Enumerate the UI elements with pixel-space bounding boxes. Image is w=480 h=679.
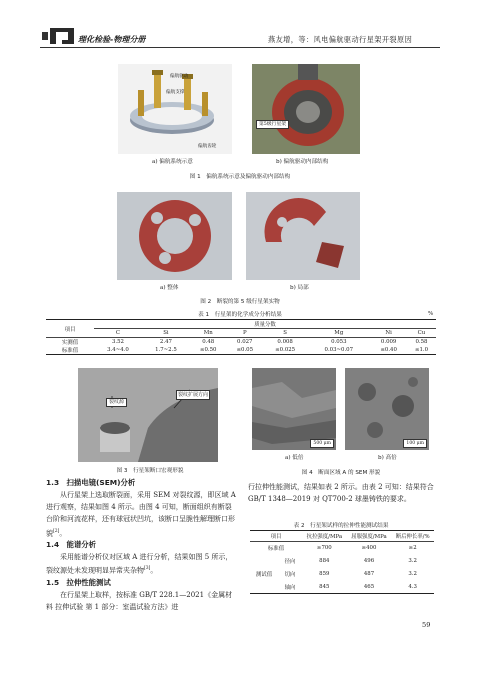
table-cell: 487 <box>363 571 375 577</box>
table1-col-header: Si <box>142 329 190 338</box>
table-cell: 2.47 <box>159 339 172 345</box>
table1-col-header: Mg <box>307 329 370 338</box>
table-cell: 0.009 <box>380 339 397 345</box>
fig1-caption: 图 1 偏航系统示意及偏航驱动内部结构 <box>189 174 291 180</box>
table-cell: 496 <box>363 558 375 564</box>
table2-caption: 表 2 行星架试样的拉伸性能测试结果 <box>293 523 389 529</box>
table-cell: 0.48 <box>202 339 215 345</box>
fig2b-caption: b) 局部 <box>290 285 309 291</box>
fig1a-caption: a) 偏航系统示意 <box>152 159 193 165</box>
right-column <box>248 481 434 505</box>
left-column <box>46 477 238 613</box>
table1-col-header: P <box>226 329 263 338</box>
table-row <box>250 542 434 555</box>
section-heading-1-5: 1.5 拉伸性能测试 <box>46 577 111 587</box>
table-cell: ≤0.05 <box>236 347 254 353</box>
fig1b-label-planet-carrier: 第5级行星架 <box>256 120 289 129</box>
journal-logo <box>40 26 170 46</box>
fig3-label-crack-propagation: 裂纹扩展方向 <box>178 392 209 398</box>
table2-col-header: 抗拉强度/MPa <box>302 531 347 542</box>
paragraph-end: 。 <box>150 566 158 575</box>
table-row <box>250 555 434 568</box>
table-cell: 0.053 <box>331 339 347 345</box>
table-cell: ≤0.025 <box>275 347 296 353</box>
table-cell: 845 <box>319 583 330 590</box>
table2-col-header: 屈服强度/MPa <box>347 531 392 542</box>
paragraph-end: 。 <box>59 528 67 537</box>
table-cell: ≤1.0 <box>414 347 429 353</box>
fig2a-caption: a) 整体 <box>160 285 179 291</box>
running-title: 燕友增，等：风电偏航驱动行星架开裂原因 <box>268 35 413 44</box>
table-row <box>250 581 434 594</box>
fig2a-whole-image <box>117 192 232 280</box>
table-row <box>250 568 434 581</box>
fig4b-caption: b) 高倍 <box>378 455 397 461</box>
table2-col-header: 项目 <box>250 531 302 542</box>
fig4b-scale-bar: 100 μm <box>403 439 427 448</box>
table-cell: 3.4~4.0 <box>107 347 129 353</box>
table1-row-header: 项目 <box>46 320 94 338</box>
table-row <box>46 338 436 347</box>
table-cell: 465 <box>363 583 375 590</box>
fig1a-label-yaw-support: 偏航支撑 <box>166 90 185 95</box>
paragraph-eds <box>46 551 238 577</box>
table1-col-header: Ni <box>370 329 407 338</box>
table-row <box>46 346 436 355</box>
paragraph-tensile: 在行星架上取样，按标准 GB/T 228.1—2021《金属材料 拉伸试验 第 1 部分：室温试验方法》进 <box>46 590 233 612</box>
table-cell: 0.58 <box>415 339 428 345</box>
table1-row-label: 标准值 <box>61 348 79 354</box>
table1-col-header: C <box>94 329 142 338</box>
fig4a-caption: a) 低倍 <box>285 455 304 461</box>
fig1b-internal-structure-image <box>252 64 360 154</box>
paragraph-sem <box>46 489 238 539</box>
table-cell: 3.52 <box>111 339 124 345</box>
fig4-caption: 图 4 断面区域 A 的 SEM 形貌 <box>301 470 381 476</box>
table-cell: ≥700 <box>316 545 332 552</box>
paragraph-tensile-continued: 行拉伸性能测试，结果如表 2 所示。由表 2 可知：结果符合 GB/T 1348—2019 对 QT700-2 球墨铸铁的要求。 <box>248 483 434 504</box>
citation-ref: [3] <box>144 566 151 572</box>
table-cell: ≥2 <box>408 545 417 552</box>
table1-col-header: S <box>263 329 307 338</box>
table-cell: 0.027 <box>237 339 253 345</box>
fig1b-caption: b) 偏航驱动内部结构 <box>276 159 329 165</box>
table2-col-header: 断后伸长率/% <box>391 531 434 542</box>
table2 <box>250 530 434 594</box>
table-cell: 859 <box>319 571 330 577</box>
table-cell: 0.008 <box>277 339 293 345</box>
table2-row-label: 标准值 <box>267 546 285 553</box>
page-number: 59 <box>422 621 431 629</box>
table1 <box>46 319 436 355</box>
section-heading-1-3: 1.3 扫描电镜(SEM)分析 <box>46 478 136 487</box>
table-cell: 0.03~0.07 <box>324 347 354 353</box>
table-cell: 3.2 <box>408 571 417 577</box>
fig3-label-crack-source: 裂纹源 <box>106 398 127 407</box>
fig2-caption: 图 2 断裂的第 5 级行星架实物 <box>200 299 280 305</box>
table2-row-label: 轴向 <box>284 584 296 591</box>
table1-col-header: Mn <box>190 329 227 338</box>
table-cell: ≥400 <box>361 545 377 552</box>
table1-unit: % <box>428 311 434 317</box>
table-cell: 884 <box>319 558 330 564</box>
fig3-fracture-macro-image <box>78 368 218 462</box>
header-rule <box>40 47 440 48</box>
citation-ref: [2] <box>53 528 60 534</box>
section-heading-1-4: 1.4 能谱分析 <box>46 540 97 550</box>
table-cell: 3.2 <box>408 558 417 564</box>
table1-group-header: 质量分数 <box>94 320 436 329</box>
table-cell: ≤0.50 <box>199 347 217 353</box>
journal-logo-text: 理化检验-物理分册 <box>78 35 146 44</box>
table2-group-label: 测试值 <box>255 571 273 578</box>
table-cell: 1.7~2.5 <box>155 347 177 353</box>
fig2b-local-image <box>246 192 360 280</box>
table2-row-label: 径向 <box>284 559 296 565</box>
fig4b-sem-high-image <box>345 368 429 450</box>
table2-row-label: 切向 <box>284 572 296 578</box>
table1-col-header: Cu <box>407 329 436 338</box>
table1-row-label: 实测值 <box>61 340 79 346</box>
paragraph-eds-text: 采用能谱分析仪对区域 A 进行分析，结果如图 5 所示，裂纹源处未发现明显异常夹杂物 <box>46 553 233 575</box>
table-cell: ≤0.40 <box>380 347 397 353</box>
paragraph-sem-text: 从行星架上选取断裂面，采用 SEM 对裂纹源，即区域 A 进行观察，结果如图 4 所示。由图 4 可知，断面组织有断裂台阶和河流花样，还有球冠状凹坑，该断口呈脆性解理断口形貌 <box>46 491 236 537</box>
table-cell: 4.3 <box>408 583 417 590</box>
fig4a-scale-bar: 500 μm <box>310 439 334 448</box>
fig1a-label-yaw-drive: 偏航驱动 <box>170 74 189 79</box>
fig3-caption: 图 3 行星架断口宏观形貌 <box>116 468 184 474</box>
fig1a-yaw-system-image <box>118 64 232 154</box>
table1-caption: 表 1 行星架的化学成分分析结果 <box>198 312 282 318</box>
fig4a-sem-low-image <box>252 368 336 450</box>
fig1a-label-yaw-gear: 偏航齿轮 <box>198 144 217 149</box>
logo-mark-icon <box>40 26 80 46</box>
